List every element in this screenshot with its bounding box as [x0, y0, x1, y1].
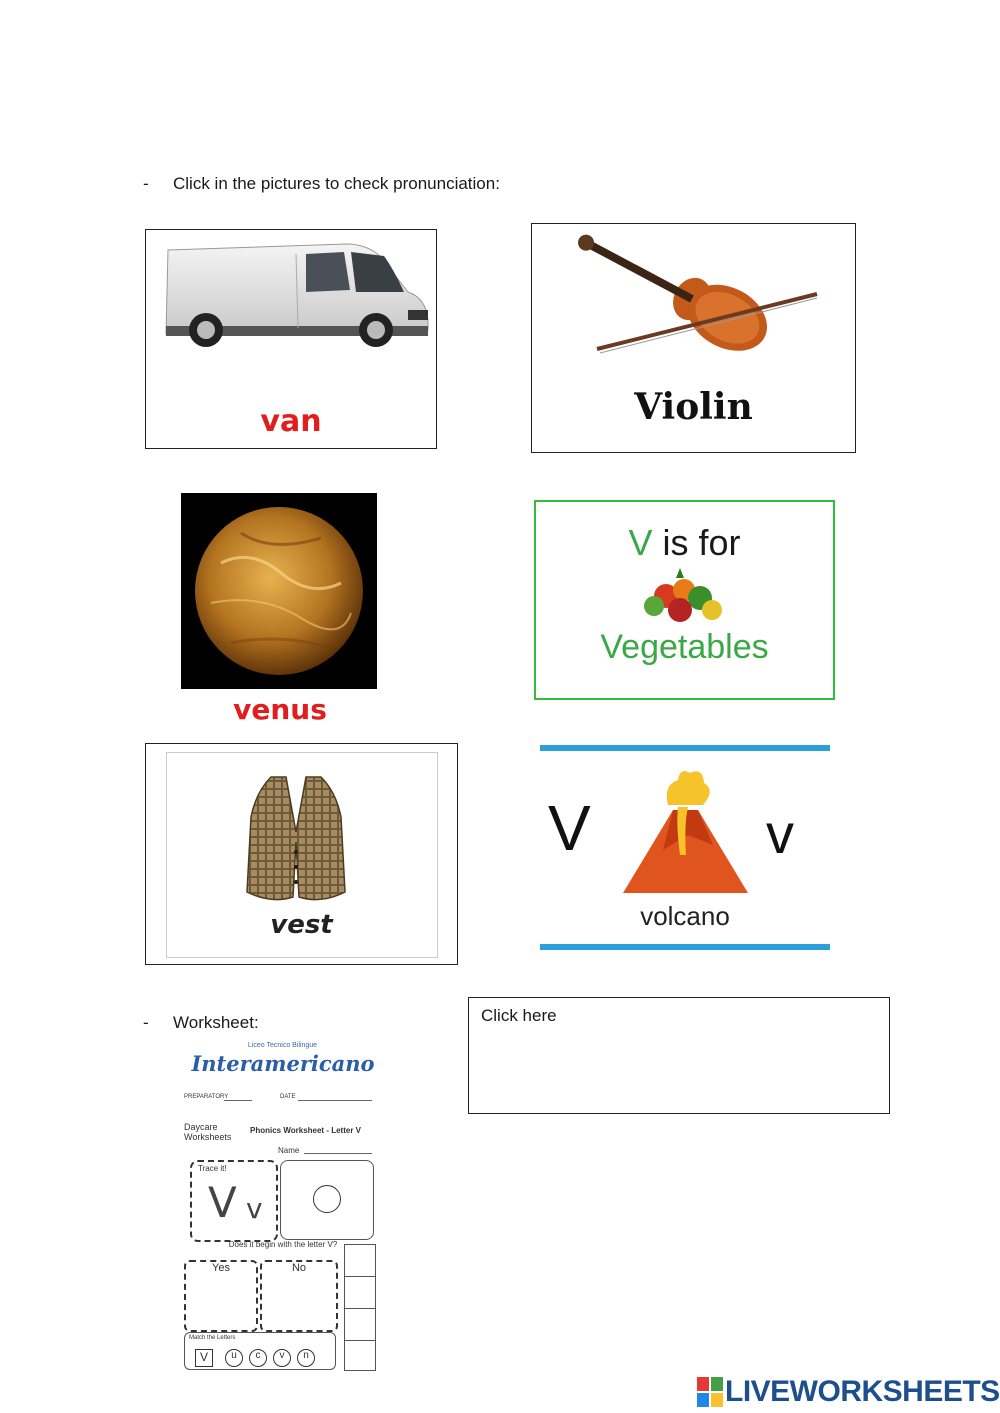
- match-letter-5: n: [297, 1349, 315, 1367]
- yes-box: [184, 1260, 258, 1332]
- volcano-card[interactable]: [540, 745, 830, 950]
- vest-card[interactable]: [145, 743, 458, 965]
- venus-card[interactable]: [181, 493, 379, 729]
- worksheet-field-2: DATE: [280, 1094, 296, 1100]
- planet-icon: [181, 493, 377, 689]
- logo-text: LIVEWORKSHEETS: [725, 1375, 1000, 1408]
- match-letter-3: c: [249, 1349, 267, 1367]
- vest-icon: [241, 772, 351, 907]
- worksheet-question: Does it begin with the letter V?: [228, 1240, 338, 1249]
- match-letters-box: [184, 1332, 336, 1370]
- trace-label: Trace it!: [198, 1164, 227, 1173]
- match-letter-1: V: [195, 1349, 213, 1367]
- instruction-text: Click in the pictures to check pronunciation:: [173, 174, 500, 193]
- no-label: No: [291, 1262, 307, 1274]
- click-here-box[interactable]: [468, 997, 890, 1114]
- van-icon: [146, 230, 436, 380]
- heading-letter: V: [628, 522, 653, 563]
- vegetables-label: Vegetables: [600, 628, 769, 666]
- trace-upper-v: V: [208, 1178, 237, 1227]
- match-letter-2: u: [225, 1349, 243, 1367]
- no-box: [260, 1260, 338, 1332]
- vegetables-icon: [636, 566, 728, 624]
- bullet-dash: -: [143, 174, 149, 193]
- name-line: [304, 1153, 372, 1154]
- worksheet-field-1: PREPARATORY: [184, 1094, 229, 1100]
- match-letter-4: v: [273, 1349, 291, 1367]
- field-line-1: [224, 1100, 252, 1101]
- vest-label: vest: [270, 910, 333, 940]
- vegetables-card[interactable]: [534, 500, 835, 700]
- circle-pictures-box: [280, 1160, 374, 1240]
- volcano-upper: V: [548, 792, 591, 864]
- worksheet-school-sub: Liceo Tecnico Bilingue: [247, 1042, 318, 1049]
- van-card[interactable]: [145, 229, 437, 449]
- volcano-label: volcano: [640, 901, 730, 931]
- violin-label: Violin: [634, 386, 753, 428]
- liveworksheets-logo: [697, 1374, 1000, 1410]
- vegetables-heading: [536, 522, 833, 564]
- instruction-line: [143, 174, 500, 194]
- yes-label: Yes: [212, 1262, 230, 1274]
- volcano-icon: [618, 765, 753, 895]
- trace-lower-v: v: [246, 1192, 263, 1225]
- heading-rest: is for: [652, 522, 741, 563]
- worksheet-name: Name: [278, 1146, 300, 1155]
- worksheet-brand: Daycare Worksheets: [184, 1122, 232, 1142]
- worksheet-thumbnail[interactable]: [180, 1042, 385, 1382]
- venus-label: venus: [233, 693, 327, 726]
- worksheet-instruction: [143, 1013, 259, 1033]
- violin-icon: [532, 224, 855, 374]
- violin-card[interactable]: [531, 223, 856, 453]
- worksheet-title: Phonics Worksheet - Letter V: [250, 1126, 361, 1135]
- worksheet-label: Worksheet:: [173, 1013, 259, 1032]
- vv-circle-icon: [313, 1185, 341, 1213]
- logo-icon: [697, 1377, 723, 1407]
- cutout-strip: [344, 1244, 376, 1371]
- van-label: van: [260, 404, 322, 439]
- worksheet-school: Interamericano: [191, 1051, 375, 1076]
- field-line-2: [298, 1100, 372, 1101]
- bullet-dash: -: [143, 1013, 149, 1032]
- click-here-label: Click here: [481, 1006, 557, 1025]
- volcano-lower: v: [766, 802, 794, 865]
- trace-box: [190, 1160, 278, 1242]
- match-label: Match the Letters: [189, 1335, 236, 1341]
